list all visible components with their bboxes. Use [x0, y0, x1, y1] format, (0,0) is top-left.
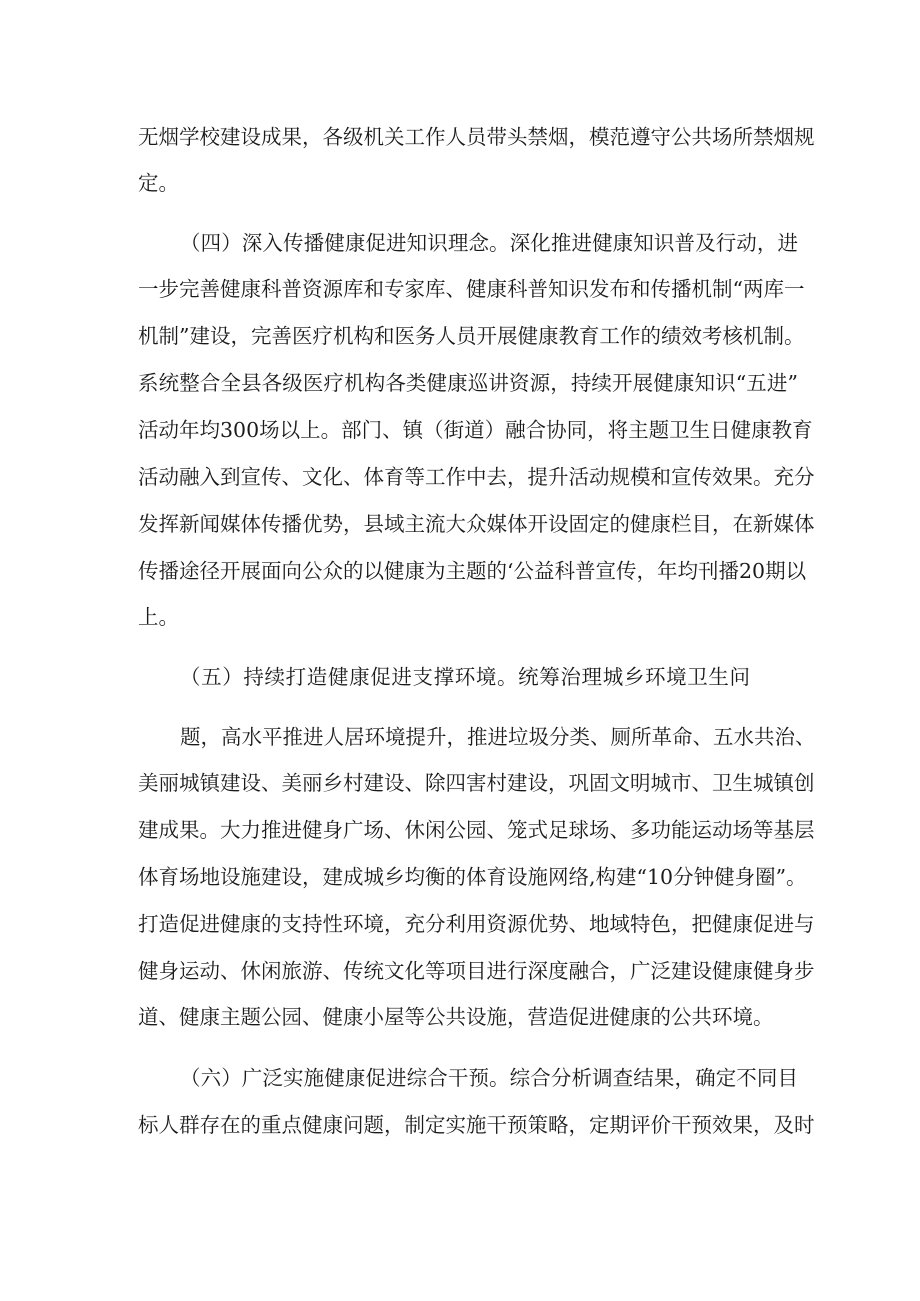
text-line: 上。: [138, 605, 179, 629]
text-line: 标人群存在的重点健康问题，制定实施干预策略，定期评价干预效果，及时: [138, 1113, 815, 1137]
text-line: 活动年均300场以上。部门、镇（街道）融合协同，将主题卫生日健康教育: [138, 418, 813, 442]
text-line: 美丽城镇建设、美丽乡村建设、除四害村建设，巩固文明城市、卫生城镇创: [138, 771, 815, 795]
text-line: 一步完善健康科普资源库和专家库、健康科普知识发布和传播机制“两库一: [138, 277, 805, 301]
text-line: 体育场地设施建设，建成城乡均衡的体育设施网络,构建“10分钟健身圈”。: [138, 865, 807, 889]
text-line: 定。: [138, 171, 179, 195]
text-line: 打造促进健康的支持性环境，充分利用资源优势、地域特色，把健康促进与: [138, 912, 815, 936]
text-line: 机制”建设，完善医疗机构和医务人员开展健康教育工作的绩效考核机制。: [138, 324, 805, 348]
section-heading-six: （六）广泛实施健康促进综合干预。综合分析调查结果，确定不同目: [180, 1066, 798, 1090]
text-line: 发挥新闻媒体传播优势，县域主流大众媒体开设固定的健康栏目，在新媒体: [138, 512, 815, 536]
text-line: 建成果。大力推进健身广场、休闲公园、笼式足球场、多功能运动场等基层: [138, 818, 815, 842]
text-line: 健身运动、休闲旅游、传统文化等项目进行深度融合，广泛建设健康健身步: [138, 959, 815, 983]
section-heading-four: （四）深入传播健康促进知识理念。深化推进健康知识普及行动，进: [180, 231, 798, 255]
text-line: 题，高水平推进人居环境提升，推进垃圾分类、厕所革命、五水共治、: [180, 725, 816, 749]
section-heading-five: （五）持续打造健康促进支撑环境。统筹治理城乡环境卫生问: [180, 665, 750, 689]
text-line: 无烟学校建设成果，各级机关工作人员带头禁烟，模范遵守公共场所禁烟规: [138, 125, 815, 149]
text-line: 道、健康主题公园、健康小屋等公共设施，营造促进健康的公共环境。: [138, 1005, 774, 1029]
text-line: 传播途径开展面向公众的以健康为主题的‘公益科普宣传，年均刊播20期以: [138, 559, 807, 583]
text-line: 系统整合全县各级医疗机构各类健康巡讲资源，持续开展健康知识“五进”: [138, 371, 798, 395]
text-line: 活动融入到宣传、文化、体育等工作中去，提升活动规模和宣传效果。充分: [138, 465, 815, 489]
